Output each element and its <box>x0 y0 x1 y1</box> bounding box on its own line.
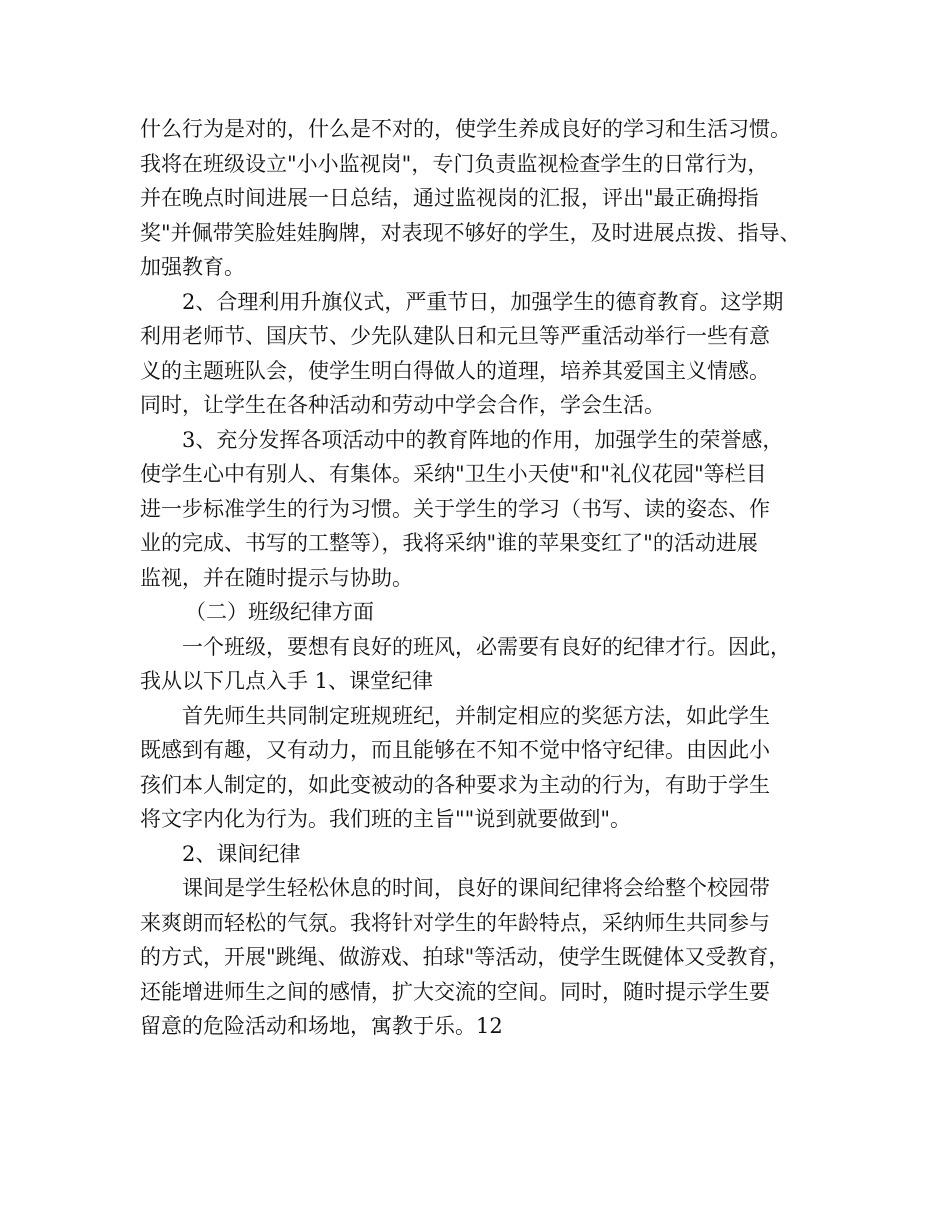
text-line: 使学生心中有别人、有集体。采纳"卫生小天使"和"礼仪花园"等栏目 <box>140 462 767 486</box>
text-line: 2、合理利用升旗仪式，严重节日，加强学生的德育教育。这学期 <box>182 289 784 314</box>
text-line: 加强教育。 <box>140 255 245 279</box>
text-line: 还能增进师生之间的感情，扩大交流的空间。同时，随时提示学生要 <box>140 979 770 1004</box>
text-line: 的方式，开展"跳绳、做游戏、拍球"等活动，使学生既健体又受教育， <box>140 945 790 969</box>
text-line: 义的主题班队会，使学生明白得做人的道理，培养其爱国主义情感。 <box>140 358 770 383</box>
text-line: 来爽朗而轻松的气氛。我将针对学生的年龄特点，采纳师生共同参与 <box>140 910 770 935</box>
text-line: 业的完成、书写的工整等），我将采纳"谁的苹果变红了"的活动进展 <box>140 531 758 555</box>
text-line: 将文字内化为行为。我们班的主旨""说到就要做到"。 <box>140 807 631 831</box>
text-line: 监视，并在随时提示与协助。 <box>140 565 413 590</box>
text-line: 同时，让学生在各种活动和劳动中学会合作，学会生活。 <box>140 393 665 417</box>
text-line: 我将在班级设立"小小监视岗"，专门负责监视检查学生的日常行为， <box>140 151 769 176</box>
text-line: 什么行为是对的，什么是不对的，使学生养成良好的学习和生活习惯。 <box>140 117 791 141</box>
text-line: 既感到有趣，又有动力，而且能够在不知不觉中恪守纪律。由因此小 <box>140 738 770 762</box>
text-line: 一个班级，要想有良好的班风，必需要有良好的纪律才行。因此， <box>182 634 791 659</box>
text-line: 奖"并佩带笑脸娃娃胸牌，对表现不够好的学生，及时进展点拨、指导、 <box>140 220 801 245</box>
text-line: 我从以下几点入手 1、课堂纪律 <box>140 669 434 693</box>
text-line: 利用老师节、国庆节、少先队建队日和元旦等严重活动举行一些有意 <box>140 324 770 348</box>
text-line: 进一步标准学生的行为习惯。关于学生的学习（书写、读的姿态、作 <box>140 496 770 521</box>
text-line: 课间是学生轻松休息的时间，良好的课间纪律将会给整个校园带 <box>182 876 770 900</box>
text-line: 留意的危险活动和场地，寓教于乐。12 <box>140 1014 503 1038</box>
text-line: （二）班级纪律方面 <box>185 600 374 624</box>
text-line: 首先师生共同制定班规班纪，并制定相应的奖惩方法，如此学生 <box>182 703 770 728</box>
document-body <box>140 112 830 1044</box>
text-line: 3、充分发挥各项活动中的教育阵地的作用，加强学生的荣誉感， <box>182 427 784 452</box>
text-line: 孩们本人制定的，如此变被动的各种要求为主动的行为，有助于学生 <box>140 772 770 797</box>
text-line: 并在晚点时间进展一日总结，通过监视岗的汇报，评出"最正确拇指 <box>140 186 759 210</box>
text-line: 2、课间纪律 <box>182 841 301 866</box>
